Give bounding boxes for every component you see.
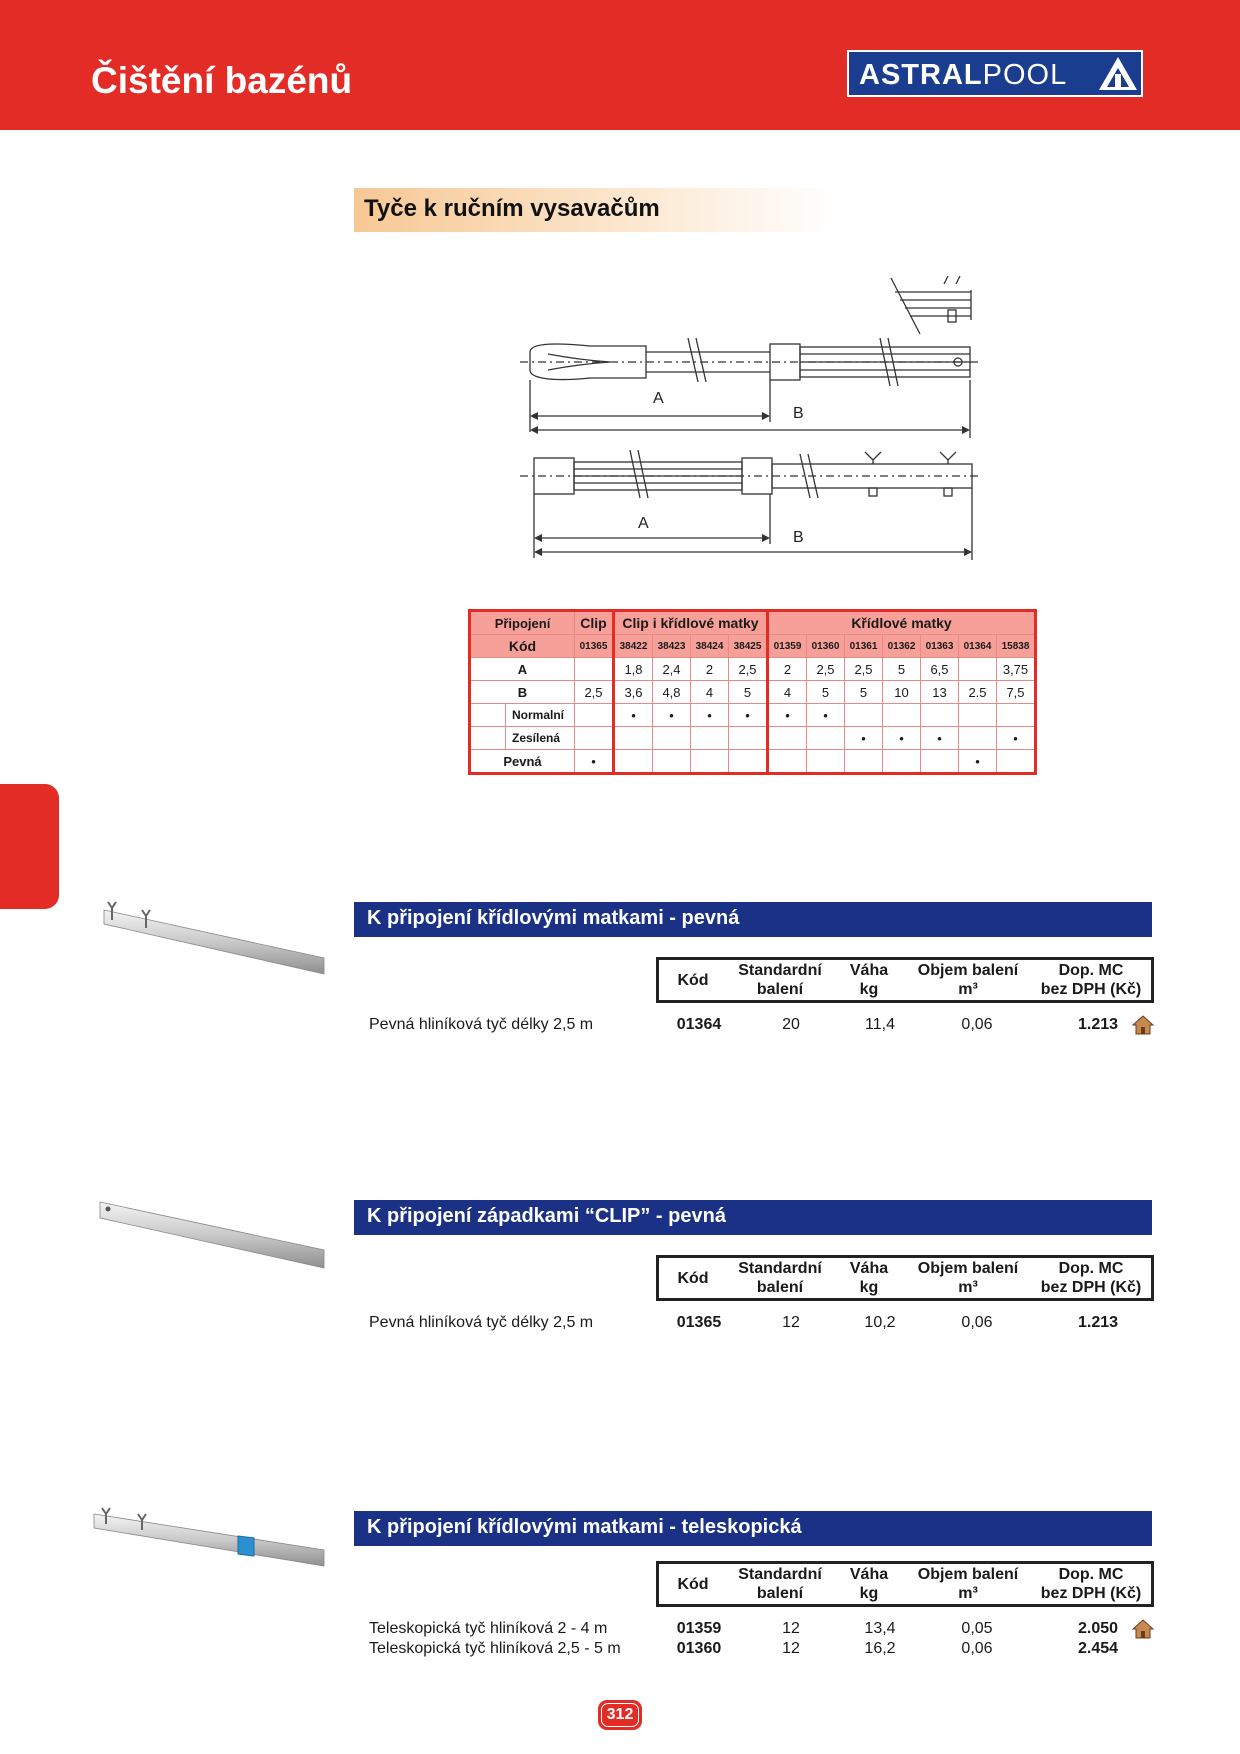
spec-cell: • xyxy=(729,704,768,727)
pole-clip-image xyxy=(98,1198,326,1270)
spec-code: 01364 xyxy=(959,635,997,658)
col-kod: Kód xyxy=(677,1575,709,1593)
spec-label-pevna: Pevná xyxy=(470,750,575,774)
page-title: Čištění bazénů xyxy=(91,60,353,101)
astralpool-triangle-icon xyxy=(1095,52,1141,95)
spec-code: 01359 xyxy=(768,635,807,658)
page-header xyxy=(0,0,1240,130)
spec-cell: 5 xyxy=(729,681,768,704)
spec-cell: 4 xyxy=(691,681,729,704)
spec-cell: 3,6 xyxy=(614,681,653,704)
pole-telescopic-image xyxy=(92,1506,326,1572)
spec-row-pevna xyxy=(470,750,1036,774)
product-row xyxy=(354,1640,1174,1660)
product-desc: Pevná hliníková tyč délky 2,5 m xyxy=(369,1314,594,1331)
spec-cell: • xyxy=(883,727,921,750)
product-3-title: K připojení křídlovými matkami - teleskopická xyxy=(367,1516,802,1538)
col-dop-mc: Dop. MC bez DPH (Kč) xyxy=(1040,1260,1142,1296)
spec-cell xyxy=(729,727,768,750)
spec-cell: 4 xyxy=(768,681,807,704)
spec-cell: • xyxy=(921,727,959,750)
col-dop-mc: Dop. MC bez DPH (Kč) xyxy=(1040,1566,1142,1602)
product-1-band xyxy=(354,902,1152,937)
pole-diagram xyxy=(500,272,1000,564)
spec-cell xyxy=(959,727,997,750)
product-price: 1.213 xyxy=(1077,1016,1119,1033)
spec-label-normalni: Normalní xyxy=(506,704,575,727)
spec-cell: 5 xyxy=(807,681,845,704)
spec-row-zesilena xyxy=(470,727,1036,750)
spec-table xyxy=(468,609,1037,775)
product-desc: Teleskopická tyč hliníková 2 - 4 m xyxy=(369,1620,608,1637)
home-icon xyxy=(1132,1619,1154,1639)
spec-group-clip-matky: Clip i křídlové matky xyxy=(614,611,768,635)
spec-cell xyxy=(653,727,691,750)
spec-cell: • xyxy=(614,704,653,727)
spec-group-clip: Clip xyxy=(575,611,614,635)
spec-cell: • xyxy=(959,750,997,774)
product-1-table-header xyxy=(656,957,1154,1003)
spec-cell: 4,8 xyxy=(653,681,691,704)
spec-row-b xyxy=(470,681,1036,704)
product-2-table-header xyxy=(656,1255,1154,1301)
spec-cell xyxy=(575,727,614,750)
spec-code: 38424 xyxy=(691,635,729,658)
col-standardni: Standardní balení xyxy=(738,962,822,998)
col-objem: Objem balení m³ xyxy=(917,1566,1019,1602)
spec-cell xyxy=(691,750,729,774)
spec-cell: 2,5 xyxy=(845,658,883,681)
col-standardni: Standardní balení xyxy=(738,1260,822,1296)
spec-cell xyxy=(997,750,1036,774)
product-weight: 11,4 xyxy=(865,1016,895,1033)
spec-code: 38425 xyxy=(729,635,768,658)
product-code: 01359 xyxy=(676,1620,722,1637)
spec-cell: • xyxy=(653,704,691,727)
product-std: 12 xyxy=(782,1314,800,1331)
spec-row-a xyxy=(470,658,1036,681)
product-std: 12 xyxy=(782,1640,800,1657)
spec-code: 38422 xyxy=(614,635,653,658)
spec-cell: 13 xyxy=(921,681,959,704)
spec-cell: 2,5 xyxy=(807,658,845,681)
col-dop-mc: Dop. MC bez DPH (Kč) xyxy=(1040,962,1142,998)
col-vaha: Váha kg xyxy=(849,1260,889,1296)
spec-cell: 5 xyxy=(883,658,921,681)
product-volume: 0,06 xyxy=(961,1640,993,1657)
product-weight: 13,4 xyxy=(864,1620,896,1637)
product-weight: 16,2 xyxy=(864,1640,896,1657)
spec-cell: 2 xyxy=(768,658,807,681)
col-vaha: Váha kg xyxy=(849,1566,889,1602)
product-price: 2.454 xyxy=(1077,1640,1119,1657)
product-1-title: K připojení křídlovými matkami - pevná xyxy=(367,907,740,929)
spec-label-b: B xyxy=(470,681,575,704)
spec-code: 15838 xyxy=(997,635,1036,658)
astralpool-logo xyxy=(847,50,1143,97)
spec-cell xyxy=(959,658,997,681)
spec-group-matky: Křídlové matky xyxy=(768,611,1036,635)
brand-bold: ASTRAL xyxy=(859,59,983,91)
product-row xyxy=(354,1314,1174,1334)
spec-cell xyxy=(883,704,921,727)
product-desc: Teleskopická tyč hliníková 2,5 - 5 m xyxy=(369,1640,621,1657)
spec-label-pripojeni: Připojení xyxy=(470,611,575,635)
spec-cell xyxy=(614,750,653,774)
spec-cell: • xyxy=(691,704,729,727)
spec-cell xyxy=(997,704,1036,727)
product-price: 2.050 xyxy=(1077,1620,1119,1637)
spec-cell: 7,5 xyxy=(997,681,1036,704)
spec-cell: 6,5 xyxy=(921,658,959,681)
spec-cell: • xyxy=(575,750,614,774)
product-volume: 0,06 xyxy=(961,1016,993,1033)
product-weight: 10,2 xyxy=(864,1314,896,1331)
spec-cell: 2 xyxy=(691,658,729,681)
product-std: 12 xyxy=(782,1620,800,1637)
spec-cell xyxy=(845,704,883,727)
spec-label-kod: Kód xyxy=(470,635,575,658)
spec-cell xyxy=(807,750,845,774)
col-kod: Kód xyxy=(677,1269,709,1287)
product-row xyxy=(354,1016,1174,1036)
col-kod: Kód xyxy=(677,971,709,989)
spec-cell xyxy=(575,658,614,681)
spec-label-a: A xyxy=(470,658,575,681)
spec-cell xyxy=(768,727,807,750)
product-code: 01364 xyxy=(676,1016,722,1033)
col-standardni: Standardní balení xyxy=(738,1566,822,1602)
spec-cell: 1,8 xyxy=(614,658,653,681)
spec-cell xyxy=(614,727,653,750)
spec-cell: 2,5 xyxy=(729,658,768,681)
side-tab xyxy=(0,784,59,909)
spec-cell: • xyxy=(807,704,845,727)
spec-cell: • xyxy=(768,704,807,727)
product-std: 20 xyxy=(782,1016,800,1033)
spec-cell xyxy=(807,727,845,750)
spec-cell xyxy=(921,704,959,727)
spec-cell: 2,4 xyxy=(653,658,691,681)
pole-wingnut-image xyxy=(98,898,326,976)
dim-label-a-2: A xyxy=(638,515,649,532)
spec-code: 01361 xyxy=(845,635,883,658)
product-row xyxy=(354,1620,1174,1640)
spec-row-normalni xyxy=(470,704,1036,727)
spec-row-codes xyxy=(470,635,1036,658)
spec-cell: 5 xyxy=(845,681,883,704)
dim-label-b: B xyxy=(793,405,804,422)
spec-cell xyxy=(691,727,729,750)
home-icon xyxy=(1132,1015,1154,1035)
spec-cell: • xyxy=(845,727,883,750)
spec-cell xyxy=(845,750,883,774)
spec-code: 38423 xyxy=(653,635,691,658)
spec-cell xyxy=(653,750,691,774)
spec-code: 01365 xyxy=(575,635,614,658)
section-title xyxy=(354,188,834,232)
product-2-band xyxy=(354,1200,1152,1235)
product-volume: 0,06 xyxy=(961,1314,993,1331)
spec-code: 01362 xyxy=(883,635,921,658)
section-title-text: Tyče k ručním vysavačům xyxy=(364,195,660,222)
spec-cell xyxy=(883,750,921,774)
spec-cell: 2.5 xyxy=(959,681,997,704)
spec-cell xyxy=(921,750,959,774)
dim-label-a: A xyxy=(653,390,664,407)
product-3-band xyxy=(354,1511,1152,1546)
spec-code: 01363 xyxy=(921,635,959,658)
product-code: 01360 xyxy=(676,1640,722,1657)
spec-code: 01360 xyxy=(807,635,845,658)
spec-cell xyxy=(729,750,768,774)
product-price: 1.213 xyxy=(1077,1314,1119,1331)
spec-cell xyxy=(768,750,807,774)
spec-cell xyxy=(959,704,997,727)
spec-row-groups xyxy=(470,611,1036,635)
spec-cell: 3,75 xyxy=(997,658,1036,681)
spec-cell: • xyxy=(997,727,1036,750)
brand-light: POOL xyxy=(982,59,1068,91)
spec-cell: 2,5 xyxy=(575,681,614,704)
col-objem: Objem balení m³ xyxy=(917,1260,1019,1296)
col-objem: Objem balení m³ xyxy=(917,962,1019,998)
spec-cell: 10 xyxy=(883,681,921,704)
page-number: 312 xyxy=(598,1700,642,1730)
product-3-table-header xyxy=(656,1561,1154,1607)
product-code: 01365 xyxy=(676,1314,722,1331)
spec-cell xyxy=(575,704,614,727)
product-2-title: K připojení západkami “CLIP” - pevná xyxy=(367,1205,726,1227)
product-volume: 0,05 xyxy=(961,1620,993,1637)
spec-label-zesilena: Zesílená xyxy=(506,727,575,750)
col-vaha: Váha kg xyxy=(849,962,889,998)
product-desc: Pevná hliníková tyč délky 2,5 m xyxy=(369,1016,594,1033)
dim-label-b-2: B xyxy=(793,529,804,546)
